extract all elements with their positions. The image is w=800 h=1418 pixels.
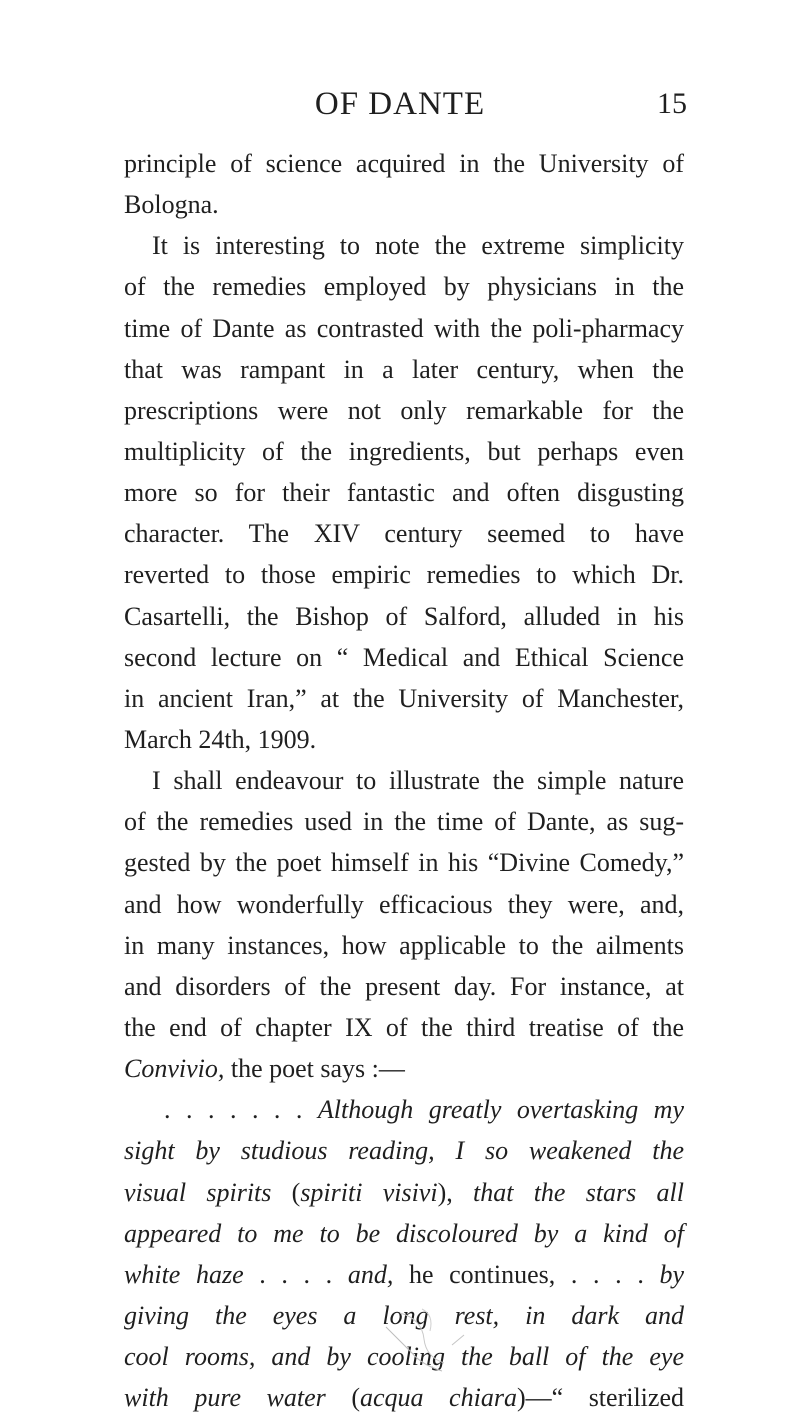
italic-text: giving the eyes a long rest, in dark and <box>124 1300 684 1330</box>
ink-smudge <box>382 1305 492 1375</box>
text-segment: and disorders of the present day. For instance, at <box>124 971 684 1001</box>
text-line <box>124 925 684 966</box>
text-segment: )—“ sterilized <box>516 1383 684 1413</box>
text-line <box>124 1007 684 1048</box>
text-segment: he continues, . . . . <box>393 1259 660 1289</box>
text-segment: March 24th, 1909. <box>124 724 317 754</box>
text-line <box>124 1048 684 1089</box>
text-line <box>124 637 684 678</box>
text-segment: of the remedies employed by physicians in the <box>124 272 684 302</box>
text-segment: in ancient Iran,” at the University of Manchester, <box>124 683 684 713</box>
text-segment: prescriptions were not only remarkable for the <box>124 395 684 425</box>
text-segment: I shall endeavour to illustrate the simple nature <box>152 766 684 796</box>
text-segment: ( <box>271 1177 301 1207</box>
text-segment: . . . . . . . <box>164 1095 318 1125</box>
text-line <box>124 1130 684 1171</box>
text-segment: more so for their fantastic and often disgusting <box>124 478 684 508</box>
text-line <box>124 801 684 842</box>
text-line <box>124 184 684 225</box>
text-segment: second lecture on “ Medical and Ethical Science <box>124 642 684 672</box>
running-title: OF DANTE <box>314 86 486 122</box>
text-segment: multiplicity of the ingredients, but perhaps even <box>124 436 684 466</box>
text-line <box>124 266 684 307</box>
text-line <box>124 1377 684 1418</box>
italic-text: acqua chiara <box>359 1383 517 1413</box>
text-line <box>124 596 684 637</box>
text-line <box>124 225 684 266</box>
text-segment: the poet says :— <box>224 1054 405 1084</box>
italic-text: cool rooms, and by cooling the ball of the eye <box>124 1342 684 1372</box>
text-segment: ( <box>325 1383 360 1413</box>
text-line <box>124 1172 684 1213</box>
text-segment: and how wonderfully efficacious they were, and, <box>124 889 684 919</box>
text-line <box>124 719 684 760</box>
text-segment: that was rampant in a later century, when the <box>124 354 684 384</box>
running-head <box>0 84 800 124</box>
text-line <box>124 842 684 883</box>
italic-text: Convivio, <box>124 1054 225 1084</box>
text-segment: Bologna. <box>124 190 219 220</box>
text-segment: . . . . <box>243 1259 348 1289</box>
text-line <box>124 349 684 390</box>
italic-text: and, <box>347 1259 394 1289</box>
italic-text: sight by studious reading, I so weakened the <box>124 1136 684 1166</box>
text-line <box>124 760 684 801</box>
text-line <box>124 966 684 1007</box>
text-segment: It is interesting to note the extreme simplicity <box>152 231 684 261</box>
text-segment: principle of science acquired in the University of <box>124 149 684 178</box>
italic-text: by <box>659 1259 684 1289</box>
text-line <box>124 678 684 719</box>
text-line <box>124 884 684 925</box>
text-line <box>124 472 684 513</box>
text-line <box>124 390 684 431</box>
text-segment: ), <box>437 1177 473 1207</box>
text-line <box>124 143 684 184</box>
text-line <box>124 1254 684 1295</box>
body-text <box>124 143 684 1418</box>
text-line <box>124 308 684 349</box>
text-segment: of the remedies used in the time of Dante, as sug- <box>124 807 684 837</box>
page-number: 15 <box>657 87 687 120</box>
italic-text: white haze <box>124 1259 244 1289</box>
italic-text: visual spirits <box>124 1177 272 1207</box>
italic-text: that the stars all <box>473 1177 684 1207</box>
italic-text: with pure water <box>124 1383 326 1413</box>
text-line <box>124 554 684 595</box>
text-line <box>124 513 684 554</box>
italic-text: appeared to me to be discoloured by a kind of <box>124 1218 684 1248</box>
text-segment: reverted to those empiric remedies to which Dr. <box>124 560 684 590</box>
italic-text: spiriti visivi <box>300 1177 438 1207</box>
text-segment: Casartelli, the Bishop of Salford, alluded in his <box>124 601 684 631</box>
text-segment: time of Dante as contrasted with the poli-pharmacy <box>124 313 684 343</box>
text-segment: character. The XIV century seemed to have <box>124 519 684 549</box>
italic-text: Although greatly overtasking my <box>317 1095 684 1125</box>
text-segment: gested by the poet himself in his “Divine Comedy,” <box>124 848 684 878</box>
text-line <box>124 431 684 472</box>
text-segment: in many instances, how applicable to the ailments <box>124 930 684 960</box>
text-line <box>124 1213 684 1254</box>
text-line <box>124 1089 684 1130</box>
text-segment: the end of chapter IX of the third treatise of the <box>124 1012 684 1042</box>
